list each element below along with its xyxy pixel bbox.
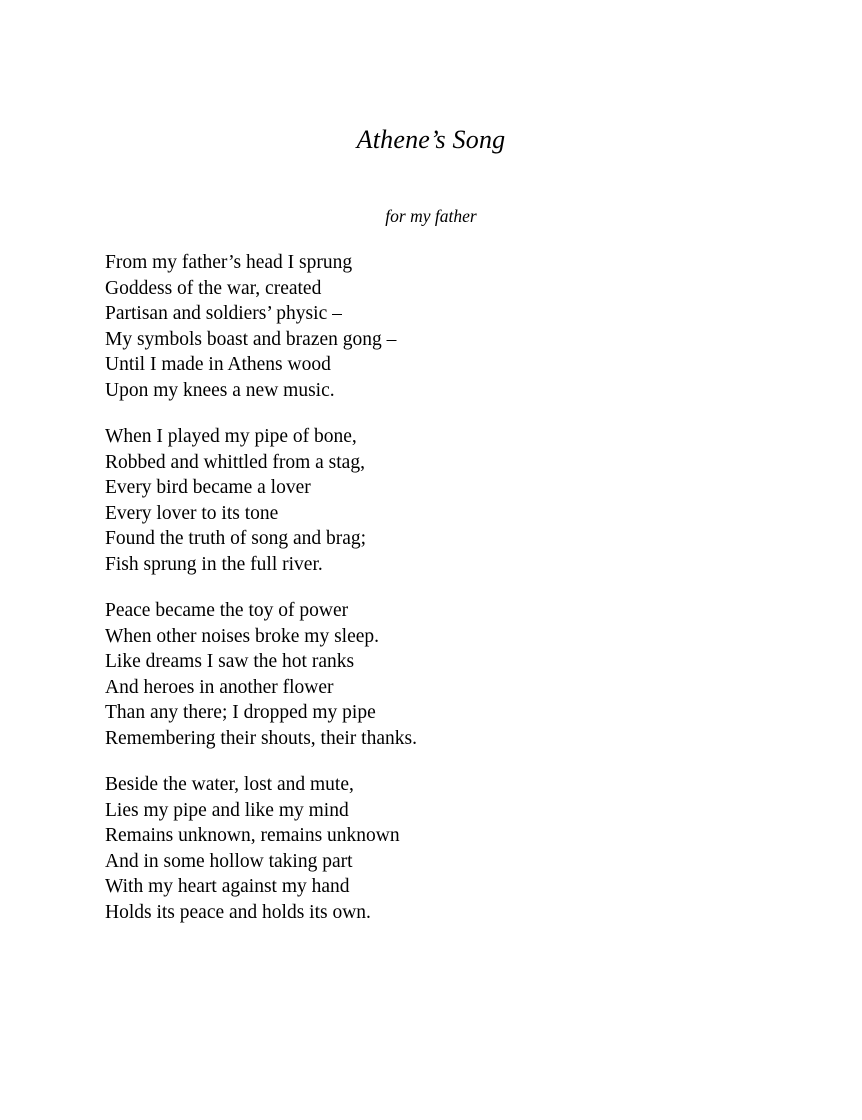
poem-line: Beside the water, lost and mute, <box>105 774 354 795</box>
poem-line: When other noises broke my sleep. <box>105 625 380 647</box>
stanza-3 <box>105 598 862 751</box>
poem-line: From my father’s head I sprung <box>105 252 353 273</box>
poem-line: Every lover to its tone <box>105 502 279 524</box>
poem-line: Robbed and whittled from a stag, <box>105 451 365 473</box>
poem-line: Partisan and soldiers’ physic – <box>105 303 342 324</box>
poem-line: Remembering their shouts, their thanks. <box>105 727 417 749</box>
poem-line: Upon my knees a new music. <box>105 379 335 401</box>
stanza-4 <box>105 772 862 925</box>
poem-line: Remains unknown, remains unknown <box>105 825 400 846</box>
poem-line: When I played my pipe of bone, <box>105 426 357 447</box>
poem-line: And in some hollow taking part <box>105 850 353 872</box>
poem-dedication: for my father <box>385 206 477 226</box>
poem-line: And heroes in another flower <box>105 676 334 698</box>
poem-line: Every bird became a lover <box>105 477 311 498</box>
poem-line: Lies my pipe and like my mind <box>105 799 349 821</box>
poem-title: Athene’s Song <box>356 125 506 154</box>
poem-line: Peace became the toy of power <box>105 600 349 621</box>
stanza-1 <box>105 250 862 403</box>
poem-line: Goddess of the war, created <box>105 277 322 299</box>
poem-line: Like dreams I saw the hot ranks <box>105 651 355 672</box>
poem-line: Than any there; I dropped my pipe <box>105 702 376 723</box>
poem-line: With my heart against my hand <box>105 876 350 897</box>
poem-line: Fish sprung in the full river. <box>105 553 323 575</box>
poem-line: Until I made in Athens wood <box>105 354 331 375</box>
stanza-2 <box>105 424 862 577</box>
poem-body <box>0 250 862 925</box>
poem-line: My symbols boast and brazen gong – <box>105 328 397 350</box>
poem-line: Holds its peace and holds its own. <box>105 901 371 923</box>
poem-line: Found the truth of song and brag; <box>105 528 367 549</box>
